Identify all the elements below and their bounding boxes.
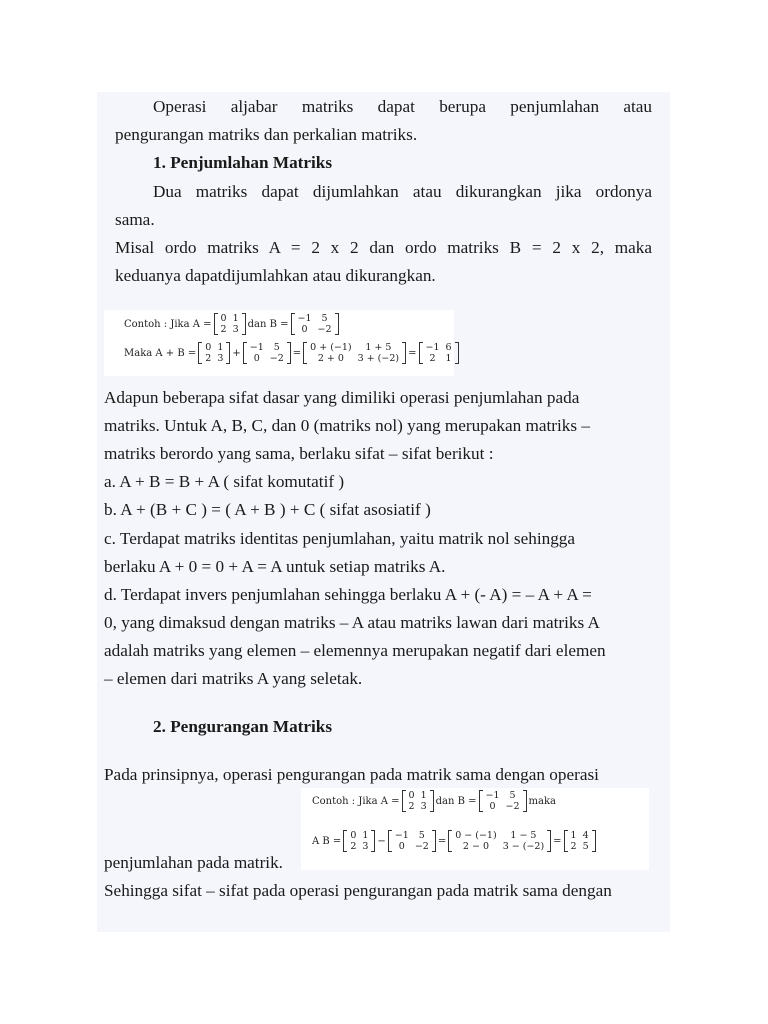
section-1-heading: 1. Penjumlahan Matriks [153,153,333,172]
last-line: Sehingga sifat – sifat pada operasi pengurangan pada matrik sama dengan [104,881,612,900]
property-b: b. A + (B + C ) = ( A + B ) + C ( sifat asosiatif ) [104,500,431,519]
section-1-para-2-line-1: Misal ordo matriks A = 2 x 2 dan ordo matriks B = 2 x 2, maka [115,238,652,257]
section-1-para-1-line-1: Dua matriks dapat dijumlahkan atau dikurangkan jika ordonya [153,182,652,201]
properties-line-1: Adapun beberapa sifat dasar yang dimiliki operasi penjumlahan pada [104,388,580,407]
example-1-and: dan B = [247,318,289,330]
example-2-a-minus-b: A B = [312,835,342,847]
section-2-para-line-2: penjumlahan pada matrik. [104,853,283,872]
matrix-sum-result: −1 6 2 1 [419,342,459,364]
property-d-line-4: – elemen dari matriks A yang seletak. [104,669,363,688]
example-2-maka: maka [528,795,556,807]
section-1-para-1-line-2: sama. [115,210,155,229]
example-1-line-1 [124,313,341,335]
section-2-heading: 2. Pengurangan Matriks [153,717,333,736]
property-d-line-1: d. Terdapat invers penjumlahan sehingga berlaku A + (- A) = – A + A = [104,585,592,604]
example-1-line-2: Maka A + B = 0 1 2 3 + −1 5 0 −2 = 0 + (−1) 1 + 5 2 + 0 3 + (−2) = −1 6 2 1 [124,342,461,364]
example-2-and: dan B = [435,795,477,807]
example-2-line-1 [312,790,556,812]
properties-line-3: matriks berordo yang sama, berlaku sifat – sifat berikut : [104,444,494,463]
properties-line-2: matriks. Untuk A, B, C, dan 0 (matriks nol) yang merupakan matriks – [104,416,590,435]
matrix-diff-expression: 0 − (−1) 1 − 5 2 − 0 3 − (−2) [448,830,551,852]
property-c-line-2: berlaku A + 0 = 0 + A = A untuk setiap matriks A. [104,557,446,576]
matrix-a: 0 1 2 3 [198,342,230,364]
example-1-maka: Maka A + B = [124,347,197,359]
matrix-b: −1 5 0 −2 [243,342,291,364]
example-1-prefix: Contoh : Jika A = [124,318,212,330]
matrix-a: 0 1 2 3 [343,830,375,852]
matrix-diff-result: 1 4 2 5 [564,830,596,852]
matrix-b: −1 5 0 −2 [388,830,436,852]
intro-line-2: pengurangan matriks dan perkalian matriks. [115,125,418,144]
property-c-line-1: c. Terdapat matriks identitas penjumlahan, yaitu matrik nol sehingga [104,529,576,548]
minus-sign: − [377,835,386,847]
section-1-para-2-line-2: keduanya dapatdijumlahkan atau dikurangkan. [115,266,436,285]
matrix-b: −1 5 0 −2 [479,790,527,812]
matrix-b: −1 5 0 −2 [291,313,339,335]
property-a: a. A + B = B + A ( sifat komutatif ) [104,472,345,491]
property-d-line-3: adalah matriks yang elemen – elemennya merupakan negatif dari elemen [104,641,606,660]
matrix-a: 0 1 2 3 [402,790,434,812]
example-1-image [104,310,454,376]
example-2-image [301,788,649,870]
intro-line-1: Operasi aljabar matriks dapat berupa penjumlahan atau [153,97,652,116]
section-2-para-line-1: Pada prinsipnya, operasi pengurangan pada matrik sama dengan operasi [104,765,599,784]
matrix-a: 0 1 2 3 [214,313,246,335]
matrix-sum-expression: 0 + (−1) 1 + 5 2 + 0 3 + (−2) [303,342,406,364]
example-2-prefix: Contoh : Jika A = [312,795,400,807]
example-2-line-2: A B = 0 1 2 3 − −1 5 0 −2 = 0 − (−1) 1 − 5 2 − 0 3 − (−2) = 1 4 2 5 [312,830,598,852]
property-d-line-2: 0, yang dimaksud dengan matriks – A atau matriks lawan dari matriks A [104,613,600,632]
